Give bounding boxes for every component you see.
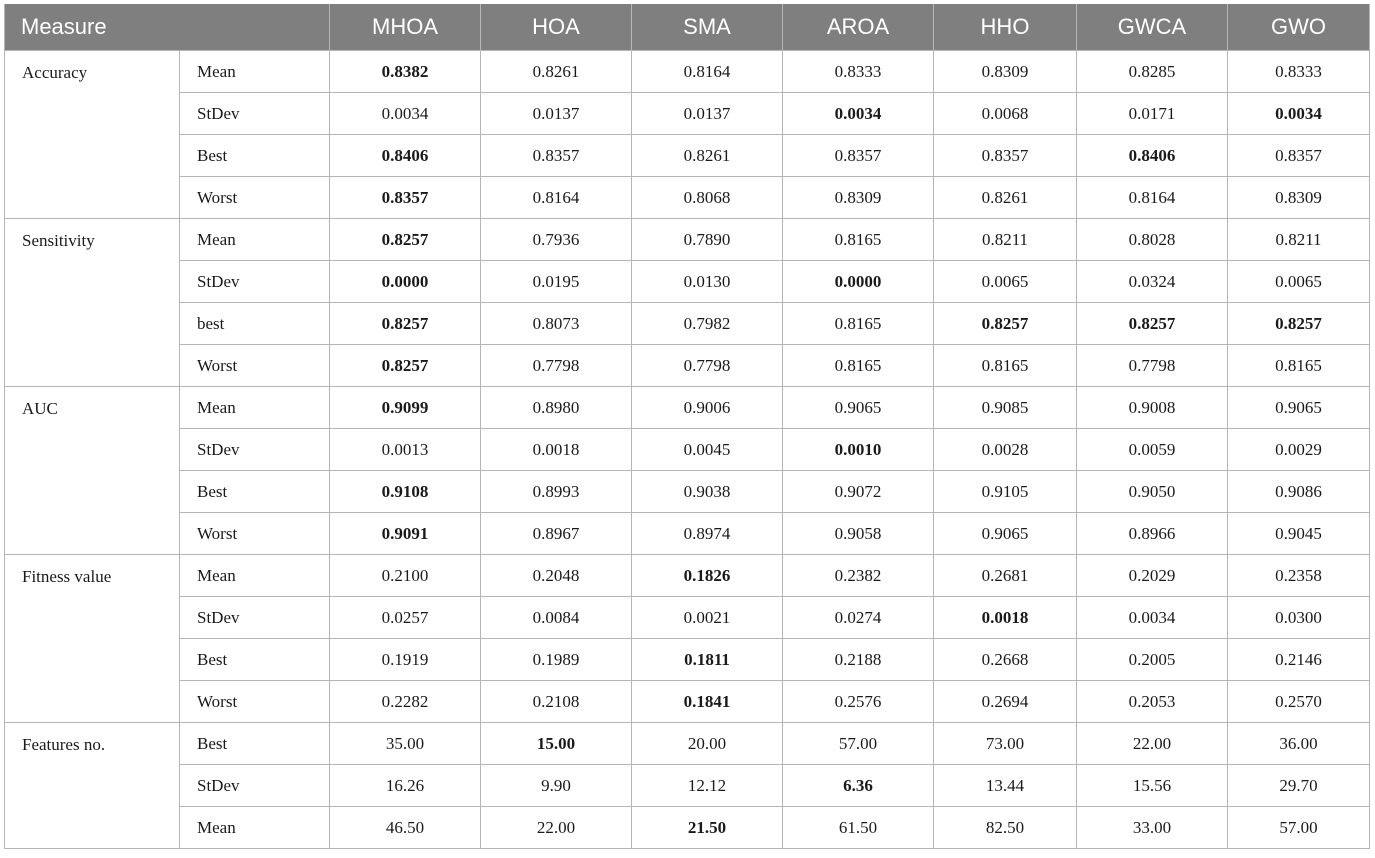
- value-cell: 0.0034: [1228, 93, 1370, 135]
- value-cell: 0.0130: [632, 261, 783, 303]
- statistic-label: best: [180, 303, 330, 345]
- algorithm-column-header: MHOA: [330, 4, 481, 51]
- statistic-label: Mean: [180, 555, 330, 597]
- measure-group-label: Fitness value: [5, 555, 180, 723]
- value-cell: 0.1826: [632, 555, 783, 597]
- measure-group-label: Sensitivity: [5, 219, 180, 387]
- header-row: [5, 4, 1370, 51]
- value-cell: 46.50: [330, 807, 481, 849]
- value-cell: 0.0137: [481, 93, 632, 135]
- value-cell: 0.8164: [481, 177, 632, 219]
- value-cell: 15.56: [1077, 765, 1228, 807]
- value-cell: 0.7936: [481, 219, 632, 261]
- value-cell: 0.7890: [632, 219, 783, 261]
- table-row: [5, 177, 1370, 219]
- value-cell: 22.00: [1077, 723, 1228, 765]
- value-cell: 0.0195: [481, 261, 632, 303]
- value-cell: 0.2570: [1228, 681, 1370, 723]
- table-row: [5, 261, 1370, 303]
- statistic-label: StDev: [180, 93, 330, 135]
- results-table: [4, 4, 1370, 849]
- value-cell: 0.8309: [934, 51, 1077, 93]
- statistic-label: Best: [180, 639, 330, 681]
- value-cell: 13.44: [934, 765, 1077, 807]
- value-cell: 0.8257: [934, 303, 1077, 345]
- algorithm-column-header: GWO: [1228, 4, 1370, 51]
- table-row: [5, 429, 1370, 471]
- measure-column-header: Measure: [5, 4, 330, 51]
- algorithm-column-header: AROA: [783, 4, 934, 51]
- value-cell: 0.0274: [783, 597, 934, 639]
- algorithm-column-header: HOA: [481, 4, 632, 51]
- value-cell: 61.50: [783, 807, 934, 849]
- value-cell: 0.8261: [481, 51, 632, 93]
- value-cell: 0.8382: [330, 51, 481, 93]
- value-cell: 0.8257: [330, 219, 481, 261]
- value-cell: 0.9008: [1077, 387, 1228, 429]
- value-cell: 0.8261: [934, 177, 1077, 219]
- value-cell: 0.8164: [1077, 177, 1228, 219]
- table-row: [5, 51, 1370, 93]
- value-cell: 0.8257: [1077, 303, 1228, 345]
- table-row: [5, 219, 1370, 261]
- table-row: [5, 303, 1370, 345]
- value-cell: 0.1841: [632, 681, 783, 723]
- value-cell: 0.0018: [934, 597, 1077, 639]
- value-cell: 0.0171: [1077, 93, 1228, 135]
- statistic-label: Worst: [180, 513, 330, 555]
- value-cell: 0.8309: [783, 177, 934, 219]
- value-cell: 0.2681: [934, 555, 1077, 597]
- value-cell: 0.2668: [934, 639, 1077, 681]
- value-cell: 0.2048: [481, 555, 632, 597]
- statistic-label: StDev: [180, 765, 330, 807]
- value-cell: 0.9108: [330, 471, 481, 513]
- value-cell: 0.9065: [1228, 387, 1370, 429]
- value-cell: 0.8974: [632, 513, 783, 555]
- value-cell: 0.8357: [934, 135, 1077, 177]
- value-cell: 0.9050: [1077, 471, 1228, 513]
- value-cell: 0.0034: [1077, 597, 1228, 639]
- value-cell: 0.0000: [330, 261, 481, 303]
- value-cell: 9.90: [481, 765, 632, 807]
- value-cell: 0.8261: [632, 135, 783, 177]
- value-cell: 0.8333: [1228, 51, 1370, 93]
- value-cell: 0.9006: [632, 387, 783, 429]
- value-cell: 0.2108: [481, 681, 632, 723]
- value-cell: 0.0059: [1077, 429, 1228, 471]
- value-cell: 0.9085: [934, 387, 1077, 429]
- value-cell: 0.8257: [1228, 303, 1370, 345]
- table-row: [5, 723, 1370, 765]
- value-cell: 0.1989: [481, 639, 632, 681]
- value-cell: 57.00: [783, 723, 934, 765]
- value-cell: 0.8068: [632, 177, 783, 219]
- value-cell: 0.8406: [1077, 135, 1228, 177]
- statistic-label: Mean: [180, 219, 330, 261]
- statistic-label: Worst: [180, 345, 330, 387]
- table-row: [5, 513, 1370, 555]
- table-body: [5, 51, 1370, 849]
- value-cell: 0.9105: [934, 471, 1077, 513]
- value-cell: 0.8257: [330, 303, 481, 345]
- algorithm-column-header: SMA: [632, 4, 783, 51]
- statistic-label: Mean: [180, 51, 330, 93]
- value-cell: 33.00: [1077, 807, 1228, 849]
- table-row: [5, 135, 1370, 177]
- value-cell: 0.9091: [330, 513, 481, 555]
- table-header: [5, 4, 1370, 51]
- value-cell: 0.2188: [783, 639, 934, 681]
- value-cell: 0.7798: [632, 345, 783, 387]
- value-cell: 0.2005: [1077, 639, 1228, 681]
- statistic-label: Best: [180, 135, 330, 177]
- value-cell: 0.8309: [1228, 177, 1370, 219]
- value-cell: 0.8966: [1077, 513, 1228, 555]
- statistic-label: Best: [180, 723, 330, 765]
- value-cell: 0.2053: [1077, 681, 1228, 723]
- value-cell: 0.0000: [783, 261, 934, 303]
- table-row: [5, 807, 1370, 849]
- measure-group-label: Accuracy: [5, 51, 180, 219]
- value-cell: 0.2029: [1077, 555, 1228, 597]
- value-cell: 0.8257: [330, 345, 481, 387]
- value-cell: 0.8333: [783, 51, 934, 93]
- value-cell: 73.00: [934, 723, 1077, 765]
- algorithm-column-header: GWCA: [1077, 4, 1228, 51]
- value-cell: 0.8357: [1228, 135, 1370, 177]
- value-cell: 0.8165: [783, 345, 934, 387]
- value-cell: 0.9058: [783, 513, 934, 555]
- value-cell: 0.0018: [481, 429, 632, 471]
- value-cell: 0.1919: [330, 639, 481, 681]
- value-cell: 0.0034: [330, 93, 481, 135]
- value-cell: 0.0028: [934, 429, 1077, 471]
- value-cell: 0.2358: [1228, 555, 1370, 597]
- value-cell: 0.0324: [1077, 261, 1228, 303]
- table-row: [5, 93, 1370, 135]
- value-cell: 0.8967: [481, 513, 632, 555]
- measure-group-label: Features no.: [5, 723, 180, 849]
- statistic-label: Worst: [180, 681, 330, 723]
- value-cell: 0.7798: [1077, 345, 1228, 387]
- table-row: [5, 597, 1370, 639]
- value-cell: 0.0045: [632, 429, 783, 471]
- algorithm-column-header: HHO: [934, 4, 1077, 51]
- value-cell: 0.9065: [783, 387, 934, 429]
- value-cell: 0.1811: [632, 639, 783, 681]
- value-cell: 0.0084: [481, 597, 632, 639]
- value-cell: 20.00: [632, 723, 783, 765]
- statistic-label: Mean: [180, 807, 330, 849]
- value-cell: 82.50: [934, 807, 1077, 849]
- value-cell: 0.8165: [783, 303, 934, 345]
- value-cell: 0.0029: [1228, 429, 1370, 471]
- table-row: [5, 555, 1370, 597]
- value-cell: 0.9045: [1228, 513, 1370, 555]
- value-cell: 0.9065: [934, 513, 1077, 555]
- value-cell: 0.7982: [632, 303, 783, 345]
- value-cell: 0.2282: [330, 681, 481, 723]
- value-cell: 0.8165: [1228, 345, 1370, 387]
- value-cell: 0.8406: [330, 135, 481, 177]
- value-cell: 0.0065: [1228, 261, 1370, 303]
- value-cell: 0.2100: [330, 555, 481, 597]
- value-cell: 0.9099: [330, 387, 481, 429]
- value-cell: 0.9072: [783, 471, 934, 513]
- value-cell: 57.00: [1228, 807, 1370, 849]
- statistic-label: StDev: [180, 261, 330, 303]
- value-cell: 0.8073: [481, 303, 632, 345]
- value-cell: 0.7798: [481, 345, 632, 387]
- value-cell: 0.8285: [1077, 51, 1228, 93]
- table-row: [5, 639, 1370, 681]
- value-cell: 0.8993: [481, 471, 632, 513]
- value-cell: 6.36: [783, 765, 934, 807]
- statistic-label: Mean: [180, 387, 330, 429]
- value-cell: 0.0137: [632, 93, 783, 135]
- value-cell: 0.0013: [330, 429, 481, 471]
- value-cell: 0.0257: [330, 597, 481, 639]
- value-cell: 36.00: [1228, 723, 1370, 765]
- value-cell: 0.2382: [783, 555, 934, 597]
- value-cell: 0.8164: [632, 51, 783, 93]
- value-cell: 0.0010: [783, 429, 934, 471]
- value-cell: 0.8165: [783, 219, 934, 261]
- value-cell: 15.00: [481, 723, 632, 765]
- value-cell: 0.0065: [934, 261, 1077, 303]
- value-cell: 22.00: [481, 807, 632, 849]
- value-cell: 0.2146: [1228, 639, 1370, 681]
- value-cell: 0.8980: [481, 387, 632, 429]
- value-cell: 0.0068: [934, 93, 1077, 135]
- value-cell: 29.70: [1228, 765, 1370, 807]
- value-cell: 0.9038: [632, 471, 783, 513]
- value-cell: 12.12: [632, 765, 783, 807]
- value-cell: 0.8211: [1228, 219, 1370, 261]
- value-cell: 0.8357: [783, 135, 934, 177]
- value-cell: 0.8357: [481, 135, 632, 177]
- value-cell: 0.8357: [330, 177, 481, 219]
- value-cell: 35.00: [330, 723, 481, 765]
- measure-group-label: AUC: [5, 387, 180, 555]
- value-cell: 0.0021: [632, 597, 783, 639]
- value-cell: 0.8165: [934, 345, 1077, 387]
- statistic-label: Best: [180, 471, 330, 513]
- results-table-container: [4, 4, 1369, 849]
- statistic-label: StDev: [180, 429, 330, 471]
- value-cell: 0.9086: [1228, 471, 1370, 513]
- value-cell: 0.0300: [1228, 597, 1370, 639]
- value-cell: 0.2694: [934, 681, 1077, 723]
- table-row: [5, 345, 1370, 387]
- value-cell: 16.26: [330, 765, 481, 807]
- value-cell: 21.50: [632, 807, 783, 849]
- table-row: [5, 387, 1370, 429]
- statistic-label: Worst: [180, 177, 330, 219]
- table-row: [5, 765, 1370, 807]
- table-row: [5, 681, 1370, 723]
- value-cell: 0.8028: [1077, 219, 1228, 261]
- statistic-label: StDev: [180, 597, 330, 639]
- value-cell: 0.2576: [783, 681, 934, 723]
- table-row: [5, 471, 1370, 513]
- value-cell: 0.0034: [783, 93, 934, 135]
- value-cell: 0.8211: [934, 219, 1077, 261]
